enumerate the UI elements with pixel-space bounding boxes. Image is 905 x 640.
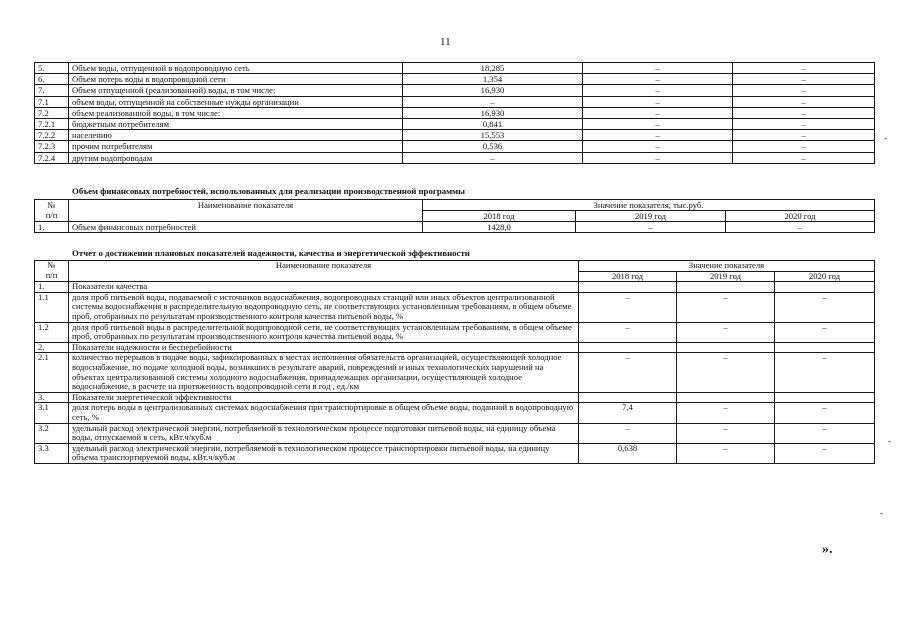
report-cell-num: 3. [35, 392, 69, 403]
report-cell-name: удельный расход электрической энергии, потребляемой в технологическом процессе транспортировки питьевой воды, на единицу объема транспортируемой воды, кВт.ч/куб.м [69, 443, 579, 463]
report-cell-num: 3.1 [35, 403, 69, 423]
margin-mark: - [884, 133, 887, 143]
report-cell-name: удельный расход электрической энергии, потребляемой в технологическом процессе подготовки питьевой воды, на единицу объема воды, отпускаемой в сеть, кВт.ч/куб.м [69, 423, 579, 443]
report-cell-v2: – [677, 322, 775, 342]
finance-year-2019: 2019 год [576, 211, 726, 222]
volumes-cell-v2: – [583, 63, 733, 74]
report-table [34, 260, 875, 464]
volumes-cell-v2: – [583, 107, 733, 118]
volumes-cell-num: 7.2 [35, 107, 69, 118]
report-cell-v2: – [677, 423, 775, 443]
finance-table [34, 199, 875, 233]
report-cell-v1 [579, 392, 677, 403]
volumes-cell-name: Объем отпущенной (реализованной) воды, в том числе: [69, 85, 403, 96]
finance-row-num: 1. [35, 222, 69, 233]
table-row [35, 107, 875, 118]
report-year-2019: 2019 год [677, 271, 775, 282]
report-cell-v1: 0,638 [579, 443, 677, 463]
section-row [35, 282, 875, 293]
table-row [35, 130, 875, 141]
volumes-cell-num: 7.2.2 [35, 130, 69, 141]
table-row [35, 353, 875, 392]
report-header-value: Значение показателя [579, 261, 875, 272]
report-cell-v2: – [677, 443, 775, 463]
finance-header-num: № п/п [35, 200, 69, 222]
report-cell-num: 3.3 [35, 443, 69, 463]
report-cell-name: количество перерывов в подаче воды, зафиксированных в местах исполнения обязательств организацией, осуществляющей холодное водоснабжение, по подаче холодной воды, возникших в результате аварий, повреждений и иных технологических нарушений на объектах централизованной системы холодного водоснабжения, принадлежащих организации, осуществляющей холодное водоснабжение, в расчете на протяженность водопроводной сети в год , ед./км [69, 353, 579, 392]
volumes-cell-v2: – [583, 74, 733, 85]
volumes-cell-v1: 0,841 [403, 119, 583, 130]
finance-header-value: Значение показателя, тыс.руб. [423, 200, 875, 211]
volumes-cell-name: Объем потерь воды в водопроводной сети [69, 74, 403, 85]
finance-title: Объем финансовых потребностей, использованных для реализации производственной программы [72, 186, 465, 196]
report-cell-name: доля проб питьевой воды в распределительной водопроводной сети, не соответствующих установленным требованиям, в общем объеме проб, отобранных по результатам производственного контроля качества питьевой воды, % [69, 322, 579, 342]
volumes-cell-v2: – [583, 130, 733, 141]
report-section-name: Показатели энергетической эффективности [69, 392, 579, 403]
volumes-cell-v2: – [583, 96, 733, 107]
report-cell-v2 [677, 282, 775, 293]
report-cell-v1: – [579, 423, 677, 443]
finance-year-2018: 2018 год [423, 211, 576, 222]
volumes-table [34, 62, 875, 164]
table-row [35, 152, 875, 163]
section-row [35, 342, 875, 353]
report-cell-v3 [775, 392, 875, 403]
report-cell-v1: 7,4 [579, 403, 677, 423]
volumes-cell-v2: – [583, 141, 733, 152]
report-year-2020: 2020 год [775, 271, 875, 282]
closing-quote: ». [822, 542, 833, 557]
volumes-cell-v1: 16,930 [403, 107, 583, 118]
volumes-cell-v2: – [583, 152, 733, 163]
volumes-cell-v3: – [733, 152, 875, 163]
report-cell-v3: – [775, 443, 875, 463]
report-title: Отчет о достижении плановых показателей надежности, качества и энергетической эффективности [72, 248, 470, 258]
report-cell-v2 [677, 392, 775, 403]
volumes-cell-num: 6. [35, 74, 69, 85]
volumes-cell-v1: – [403, 152, 583, 163]
volumes-cell-v3: – [733, 85, 875, 96]
table-row [35, 322, 875, 342]
report-cell-v2: – [677, 353, 775, 392]
report-cell-v1: – [579, 353, 677, 392]
table-row [35, 85, 875, 96]
volumes-cell-name: прочим потребителям [69, 141, 403, 152]
volumes-cell-v2: – [583, 119, 733, 130]
report-section-name: Показатели качества [69, 282, 579, 293]
table-row [35, 74, 875, 85]
volumes-cell-num: 5. [35, 63, 69, 74]
volumes-cell-v1: 18,285 [403, 63, 583, 74]
report-cell-v3 [775, 282, 875, 293]
volumes-cell-v1: – [403, 96, 583, 107]
margin-mark: - [888, 436, 891, 446]
report-cell-num: 1.1 [35, 292, 69, 322]
report-cell-v1 [579, 282, 677, 293]
volumes-cell-v3: – [733, 141, 875, 152]
volumes-cell-v1: 16,930 [403, 85, 583, 96]
volumes-cell-num: 7.2.4 [35, 152, 69, 163]
finance-row-v2: – [576, 222, 726, 233]
report-cell-num: 2.1 [35, 353, 69, 392]
volumes-cell-v3: – [733, 119, 875, 130]
report-cell-v3: – [775, 322, 875, 342]
margin-mark: - [880, 508, 883, 518]
report-cell-v3 [775, 342, 875, 353]
finance-header-name: Наименование показателя [69, 200, 423, 222]
page-number: 11 [440, 36, 451, 48]
table-row [35, 292, 875, 322]
report-cell-num: 1. [35, 282, 69, 293]
volumes-cell-name: объем реализованной воды, в том числе: [69, 107, 403, 118]
table-row [35, 403, 875, 423]
report-cell-v1 [579, 342, 677, 353]
volumes-cell-name: объем воды, отпущенной на собственные нужды организации [69, 96, 403, 107]
table-row [35, 96, 875, 107]
report-cell-num: 1.2 [35, 322, 69, 342]
report-cell-v2 [677, 342, 775, 353]
volumes-cell-num: 7. [35, 85, 69, 96]
table-row [35, 63, 875, 74]
section-row [35, 392, 875, 403]
report-cell-name: доля потерь воды в централизованных системах водоснабжения при транспортировке в общем объеме воды, поданной в водопроводную сеть, % [69, 403, 579, 423]
table-row [35, 141, 875, 152]
report-cell-v1: – [579, 292, 677, 322]
finance-year-2020: 2020 год [726, 211, 875, 222]
table-row [35, 443, 875, 463]
volumes-cell-v3: – [733, 63, 875, 74]
volumes-cell-num: 7.2.1 [35, 119, 69, 130]
report-header-name: Наименование показателя [69, 261, 579, 282]
volumes-cell-name: Объем воды, отпущенной в водопроводную сеть [69, 63, 403, 74]
report-cell-v2: – [677, 403, 775, 423]
report-cell-v3: – [775, 353, 875, 392]
volumes-cell-v2: – [583, 85, 733, 96]
report-cell-num: 2. [35, 342, 69, 353]
volumes-cell-v3: – [733, 96, 875, 107]
report-cell-v1: – [579, 322, 677, 342]
finance-row-v1: 1428,0 [423, 222, 576, 233]
report-cell-name: доля проб питьевой воды, подаваемой с источников водоснабжения, водопроводных станций или иных объектов централизованной системы водоснабжения в распределительную водопроводную сеть, не соответствующих установленным требованиям, в общем объеме проб, отобранных по результатам производственного контроля качества питьевой воды, % [69, 292, 579, 322]
report-cell-num: 3.2 [35, 423, 69, 443]
volumes-cell-v3: – [733, 107, 875, 118]
volumes-cell-v1: 15,553 [403, 130, 583, 141]
volumes-cell-v1: 1,354 [403, 74, 583, 85]
volumes-cell-v3: – [733, 130, 875, 141]
volumes-cell-name: населению [69, 130, 403, 141]
report-cell-v3: – [775, 423, 875, 443]
finance-row-name: Объем финансовых потребностей [69, 222, 423, 233]
finance-row-v3: – [726, 222, 875, 233]
volumes-cell-v1: 0,536 [403, 141, 583, 152]
report-cell-v3: – [775, 403, 875, 423]
report-header-num: № п/п [35, 261, 69, 282]
table-row [35, 119, 875, 130]
report-year-2018: 2018 год [579, 271, 677, 282]
volumes-cell-name: другим водопроводам [69, 152, 403, 163]
report-cell-v2: – [677, 292, 775, 322]
volumes-cell-num: 7.2.3 [35, 141, 69, 152]
report-section-name: Показатели надежности и бесперебойности [69, 342, 579, 353]
table-row [35, 423, 875, 443]
volumes-cell-v3: – [733, 74, 875, 85]
report-cell-v3: – [775, 292, 875, 322]
volumes-cell-num: 7.1 [35, 96, 69, 107]
volumes-cell-name: бюджетным потребителям [69, 119, 403, 130]
